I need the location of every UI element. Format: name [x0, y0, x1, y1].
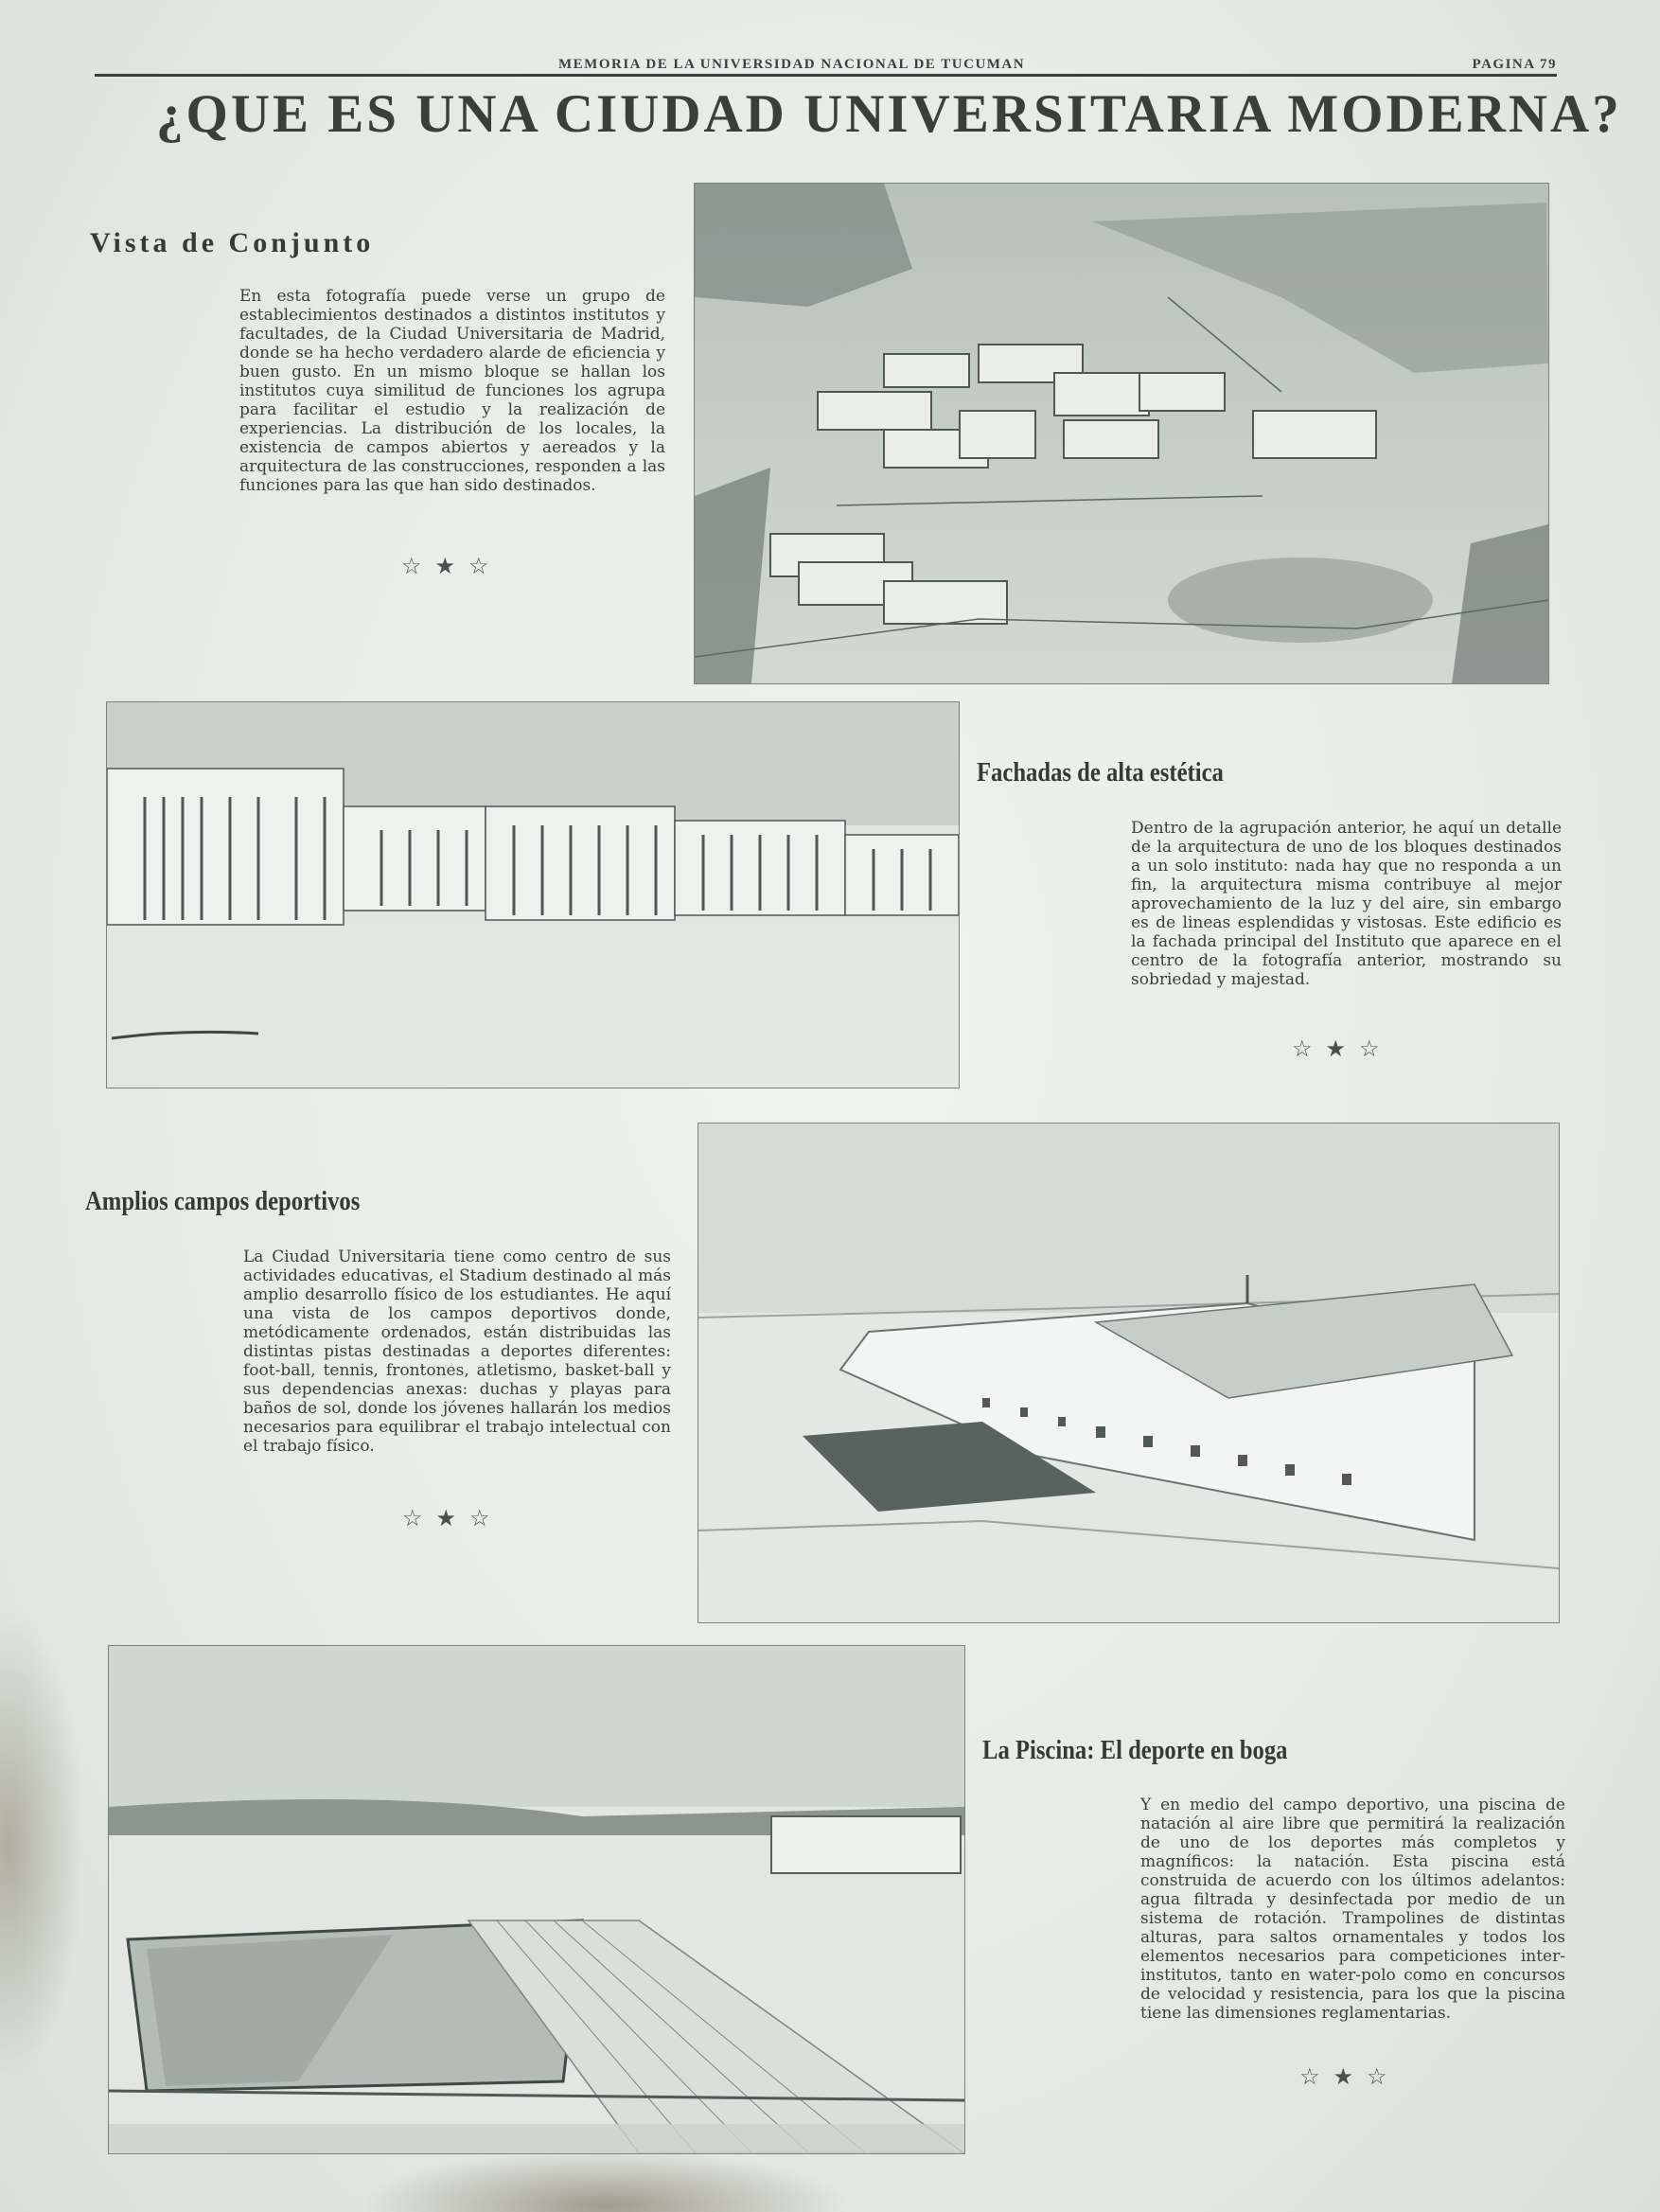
building-facade-photo	[106, 701, 960, 1088]
swimming-pool-photo	[108, 1645, 965, 2154]
running-title: MEMORIA DE LA UNIVERSIDAD NACIONAL DE TUCUMAN	[558, 57, 1026, 72]
page-title: ¿QUE ES UNA CIUDAD UNIVERSITARIA MODERNA?	[156, 84, 1622, 144]
section-body: La Ciudad Universitaria tiene como centro de sus actividades educativas, el Stadium destinado al más amplio desarrollo físico de los estudiantes. He aquí una vista de los campos deportivos donde, metódicamente ordenados, están distribuidas las distintas pistas destinadas a deportes diferentes: foot-ball, tennis, frontones, atletismo, basket-ball y sus dependencias anexas: duchas y playas para baños de sol, donde los jóvenes hallarán los medios necesarios para equilibrar el trabajo intelectual con el trabajo físico.	[243, 1248, 671, 1456]
section-heading: La Piscina: El deporte en boga	[982, 1735, 1288, 1765]
page-number: PAGINA 79	[1472, 57, 1557, 72]
header-rule	[95, 74, 1557, 77]
section-heading: Vista de Conjunto	[90, 227, 375, 258]
section-heading: Amplios campos deportivos	[85, 1186, 361, 1216]
section-body: En esta fotografía puede verse un grupo de establecimientos destinados a distintos institutos y facultades, de la Ciudad Universitaria de Madrid, donde se ha hecho verdadero alarde de eficiencia y buen gusto. En un mismo bloque se hallan los institutos cuya similitud de funciones los agrupa para facilitar el estudio y la realización de experiencias. La distribución de los locales, la existencia de campos abiertos y aereados y la arquitectura de las construcciones, responden a las funciones para las que han sido destinados.	[239, 287, 665, 495]
section-body: Dentro de la agrupación anterior, he aquí un detalle de la arquitectura de uno de los bloques destinados a un solo instituto: nada hay que no responda a un fin, la arquitectura misma contribuye al mejor aprovechamiento de la luz y del aire, sin embargo es de lineas esplendidas y vistosas. Este edificio es la fachada principal del Instituto que aparece en el centro de la fotografía anterior, mostrando su sobriedad y majestad.	[1131, 819, 1562, 989]
star-ornament: ☆★☆	[402, 1507, 503, 1531]
section-heading: Fachadas de alta estética	[977, 757, 1224, 787]
star-ornament: ☆★☆	[1292, 1037, 1393, 1062]
star-ornament: ☆★☆	[401, 555, 503, 579]
paper-stain	[360, 2149, 852, 2212]
star-ornament: ☆★☆	[1299, 2065, 1401, 2090]
section-body: Y en medio del campo deportivo, una piscina de natación al aire libre que permitirá la realización de uno de los deportes más completos y magníficos: la natación. Esta piscina está construida de acuerdo con los últimos adelantos: agua filtrada y desinfectada por medio de un sistema de rotación. Trampolines de distintas alturas, para saltos ornamentales y todos los elementos necesarios para competiciones inter-institutos, tanto en water-polo como en concursos de velocidad y resistencia, para los que la piscina tiene las dimensiones reglamentarias.	[1140, 1796, 1565, 2023]
sports-fields-photo	[698, 1123, 1560, 1623]
aerial-campus-photo	[694, 183, 1549, 684]
paper-stain	[0, 1609, 85, 2082]
